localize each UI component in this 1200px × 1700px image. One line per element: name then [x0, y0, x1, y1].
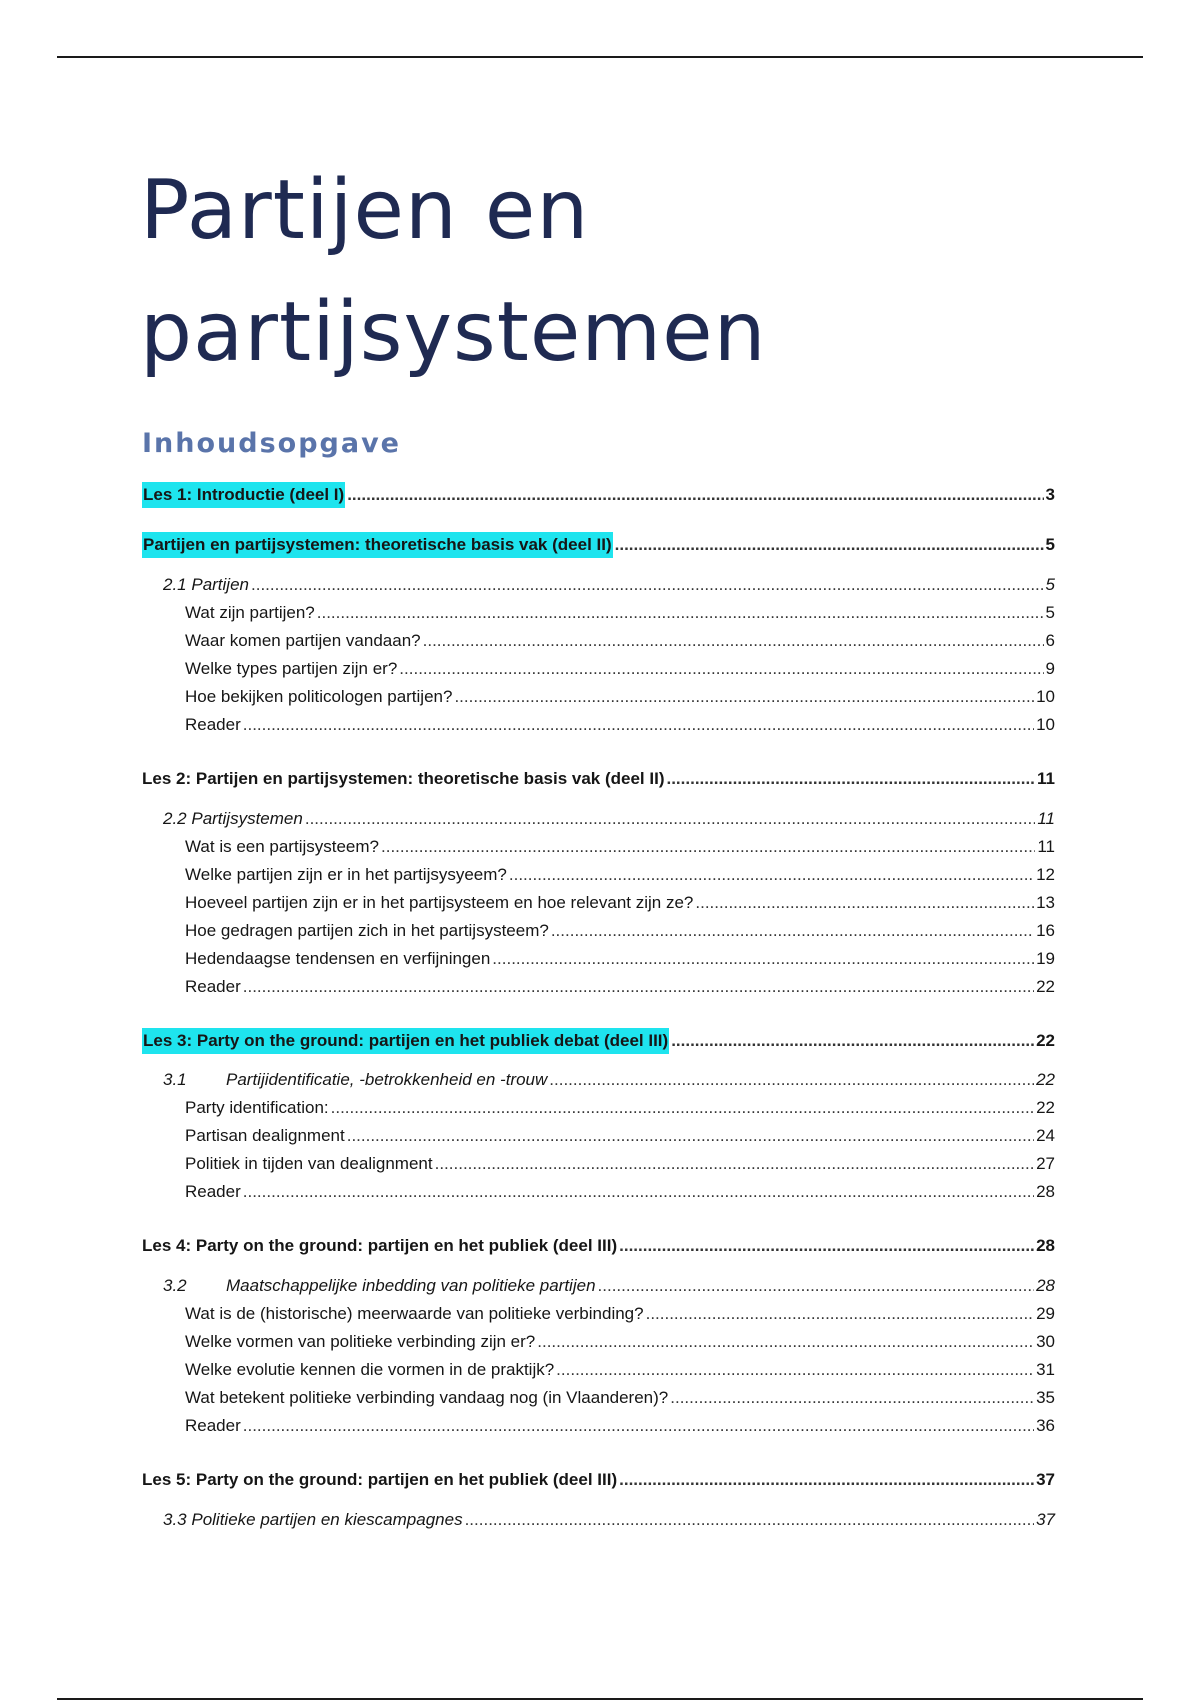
toc-entry-label: Wat betekent politieke verbinding vandaag nog (in Vlaanderen)?	[185, 1388, 669, 1407]
toc-entry[interactable]	[163, 806, 1055, 832]
toc-entry-label: Reader	[185, 977, 241, 996]
toc-entry[interactable]	[185, 1385, 1055, 1411]
toc-entry-label: Welke types partijen zijn er?	[185, 659, 398, 678]
toc-dot-leader	[331, 1095, 1034, 1121]
toc-page-number: 28	[1036, 1236, 1055, 1255]
toc-entry-label: Hoe bekijken politicologen partijen?	[185, 687, 453, 706]
toc-entry[interactable]	[163, 1067, 1055, 1093]
toc-entry-label: Party identification:	[185, 1098, 329, 1117]
toc-page-number: 16	[1036, 921, 1055, 940]
toc-dot-leader	[646, 1301, 1034, 1327]
toc-entry-number: 3.1	[163, 1070, 187, 1089]
toc-entry[interactable]	[185, 1329, 1055, 1355]
toc-entry-label: Hoeveel partijen zijn er in het partijsysteem en hoe relevant zijn ze?	[185, 893, 694, 912]
toc-dot-leader	[551, 918, 1034, 944]
toc-dot-leader	[492, 946, 1034, 972]
toc-entry[interactable]	[185, 974, 1055, 1000]
toc-entry[interactable]	[185, 946, 1055, 972]
toc-page-number: 9	[1045, 659, 1055, 678]
toc-dot-leader	[454, 684, 1034, 710]
toc-entry[interactable]	[142, 1467, 1055, 1493]
toc-page-number: 37	[1036, 1470, 1055, 1489]
toc-page-number: 22	[1036, 977, 1055, 996]
toc-entry[interactable]	[185, 1179, 1055, 1205]
toc-entry-label: Wat zijn partijen?	[185, 603, 315, 622]
toc-dot-leader	[537, 1329, 1034, 1355]
toc-page-number: 5	[1045, 603, 1055, 622]
toc-entry[interactable]	[142, 1233, 1055, 1259]
toc-entry[interactable]	[142, 532, 1055, 558]
toc-entry[interactable]	[185, 834, 1055, 860]
toc-page-number: 22	[1036, 1098, 1055, 1117]
toc-dot-leader	[509, 862, 1034, 888]
toc-entry-label: Les 1: Introductie (deel I)	[142, 482, 345, 508]
toc-page-number: 6	[1045, 631, 1055, 650]
toc-dot-leader	[666, 766, 1035, 792]
toc-entry[interactable]	[185, 656, 1055, 682]
toc-entry[interactable]	[185, 1151, 1055, 1177]
toc-dot-leader	[695, 890, 1034, 916]
toc-page-number: 35	[1036, 1388, 1055, 1407]
toc-entry-label: Wat is een partijsysteem?	[185, 837, 379, 856]
toc-page-number: 11	[1037, 809, 1055, 828]
toc-dot-leader	[243, 974, 1034, 1000]
toc-page-number: 13	[1036, 893, 1055, 912]
document-title-line: Partijen en	[140, 163, 590, 258]
toc-entry[interactable]	[185, 1357, 1055, 1383]
toc-entry-label: Les 4: Party on the ground: partijen en het publiek (deel III)	[142, 1236, 618, 1255]
toc-page-number: 31	[1036, 1360, 1055, 1379]
toc-entry[interactable]	[163, 1507, 1055, 1533]
toc-page-number: 27	[1036, 1154, 1055, 1173]
toc-entry[interactable]	[185, 890, 1055, 916]
toc-dot-leader	[619, 1233, 1034, 1259]
toc-dot-leader	[435, 1151, 1034, 1177]
toc-dot-leader	[671, 1028, 1034, 1054]
toc-dot-leader	[465, 1507, 1035, 1533]
document-title	[140, 150, 1040, 394]
toc-entry-label: Reader	[185, 1182, 241, 1201]
toc-entry[interactable]	[185, 862, 1055, 888]
toc-page-number: 24	[1036, 1126, 1055, 1145]
toc-entry-label: Wat is de (historische) meerwaarde van politieke verbinding?	[185, 1304, 644, 1323]
toc-entry-label	[163, 1273, 596, 1299]
toc-entry-label: 3.3 Politieke partijen en kiescampagnes	[163, 1510, 463, 1529]
toc-page-number: 36	[1036, 1416, 1055, 1435]
toc-entry[interactable]	[142, 1028, 1055, 1054]
toc-page-number: 28	[1036, 1182, 1055, 1201]
toc-page-number: 29	[1036, 1304, 1055, 1323]
toc-entry[interactable]	[185, 600, 1055, 626]
toc-dot-leader	[598, 1273, 1035, 1299]
toc-page-number: 10	[1036, 687, 1055, 706]
header-rule	[57, 56, 1143, 58]
toc-entry-label: Welke evolutie kennen die vormen in de praktijk?	[185, 1360, 555, 1379]
toc-entry[interactable]	[185, 712, 1055, 738]
toc-entry-label: Partijen en partijsystemen: theoretische basis vak (deel II)	[142, 532, 613, 558]
toc-dot-leader	[615, 532, 1044, 558]
toc-page-number: 5	[1045, 535, 1055, 554]
toc-entry[interactable]	[185, 918, 1055, 944]
toc-dot-leader	[670, 1385, 1034, 1411]
toc-dot-leader	[381, 834, 1035, 860]
toc-dot-leader	[423, 628, 1044, 654]
toc-entry-label: Politiek in tijden van dealignment	[185, 1154, 433, 1173]
toc-dot-leader	[347, 1123, 1034, 1149]
toc-entry[interactable]	[163, 1273, 1055, 1299]
toc-entry-label: Les 2: Partijen en partijsystemen: theoretische basis vak (deel II)	[142, 769, 665, 788]
toc-entry-text: Partijidentificatie, -betrokkenheid en -trouw	[226, 1070, 548, 1089]
toc-page-number: 22	[1036, 1031, 1055, 1050]
toc-entry[interactable]	[185, 1123, 1055, 1149]
toc-entry-label: Welke partijen zijn er in het partijsysyeem?	[185, 865, 507, 884]
toc-entry-number: 3.2	[163, 1276, 187, 1295]
toc-entry-label: Waar komen partijen vandaan?	[185, 631, 421, 650]
toc-entry-label: Reader	[185, 1416, 241, 1435]
toc-entry[interactable]	[142, 482, 1055, 508]
toc-dot-leader	[317, 600, 1044, 626]
toc-entry-label: Les 5: Party on the ground: partijen en het publiek (deel III)	[142, 1470, 618, 1489]
toc-entry-label: Hedendaagse tendensen en verfijningen	[185, 949, 491, 968]
toc-page-number: 12	[1036, 865, 1055, 884]
toc-entry-text: Maatschappelijke inbedding van politieke partijen	[226, 1276, 596, 1295]
toc-page-number: 22	[1036, 1070, 1055, 1089]
toc-entry-label: 2.1 Partijen	[163, 575, 249, 594]
toc-page-number: 37	[1036, 1510, 1055, 1529]
toc-entry[interactable]	[185, 1095, 1055, 1121]
toc-entry[interactable]	[163, 572, 1055, 598]
toc-page-number: 5	[1045, 575, 1055, 594]
toc-page-number: 11	[1037, 837, 1055, 856]
toc-dot-leader	[243, 1413, 1034, 1439]
toc-page-number: 30	[1036, 1332, 1055, 1351]
toc-entry-label: 2.2 Partijsystemen	[163, 809, 303, 828]
toc-dot-leader	[251, 572, 1044, 598]
toc-entry[interactable]	[185, 628, 1055, 654]
toc-page-number: 10	[1036, 715, 1055, 734]
toc-page-number: 11	[1037, 769, 1055, 788]
document-title-line: partijsystemen	[140, 285, 767, 380]
toc-dot-leader	[347, 482, 1043, 508]
toc-entry-label: Reader	[185, 715, 241, 734]
toc-entry-label: Hoe gedragen partijen zich in het partijsysteem?	[185, 921, 549, 940]
toc-dot-leader	[549, 1067, 1034, 1093]
toc-dot-leader	[399, 656, 1043, 682]
toc-dot-leader	[243, 1179, 1034, 1205]
toc-entry-label: Welke vormen van politieke verbinding zijn er?	[185, 1332, 536, 1351]
toc-entry-label: Partisan dealignment	[185, 1126, 345, 1145]
toc-dot-leader	[305, 806, 1036, 832]
toc-dot-leader	[243, 712, 1034, 738]
toc-page-number: 28	[1036, 1276, 1055, 1295]
toc-entry[interactable]	[185, 1413, 1055, 1439]
toc-entry-label: Les 3: Party on the ground: partijen en het publiek debat (deel III)	[142, 1028, 669, 1054]
toc-heading: Inhoudsopgave	[142, 428, 401, 459]
toc-entry[interactable]	[185, 684, 1055, 710]
toc-dot-leader	[556, 1357, 1034, 1383]
toc-page-number: 3	[1045, 485, 1055, 504]
toc-page-number: 19	[1036, 949, 1055, 968]
toc-entry[interactable]	[142, 766, 1055, 792]
toc-entry-label	[163, 1067, 547, 1093]
toc-entry[interactable]	[185, 1301, 1055, 1327]
toc-dot-leader	[619, 1467, 1034, 1493]
